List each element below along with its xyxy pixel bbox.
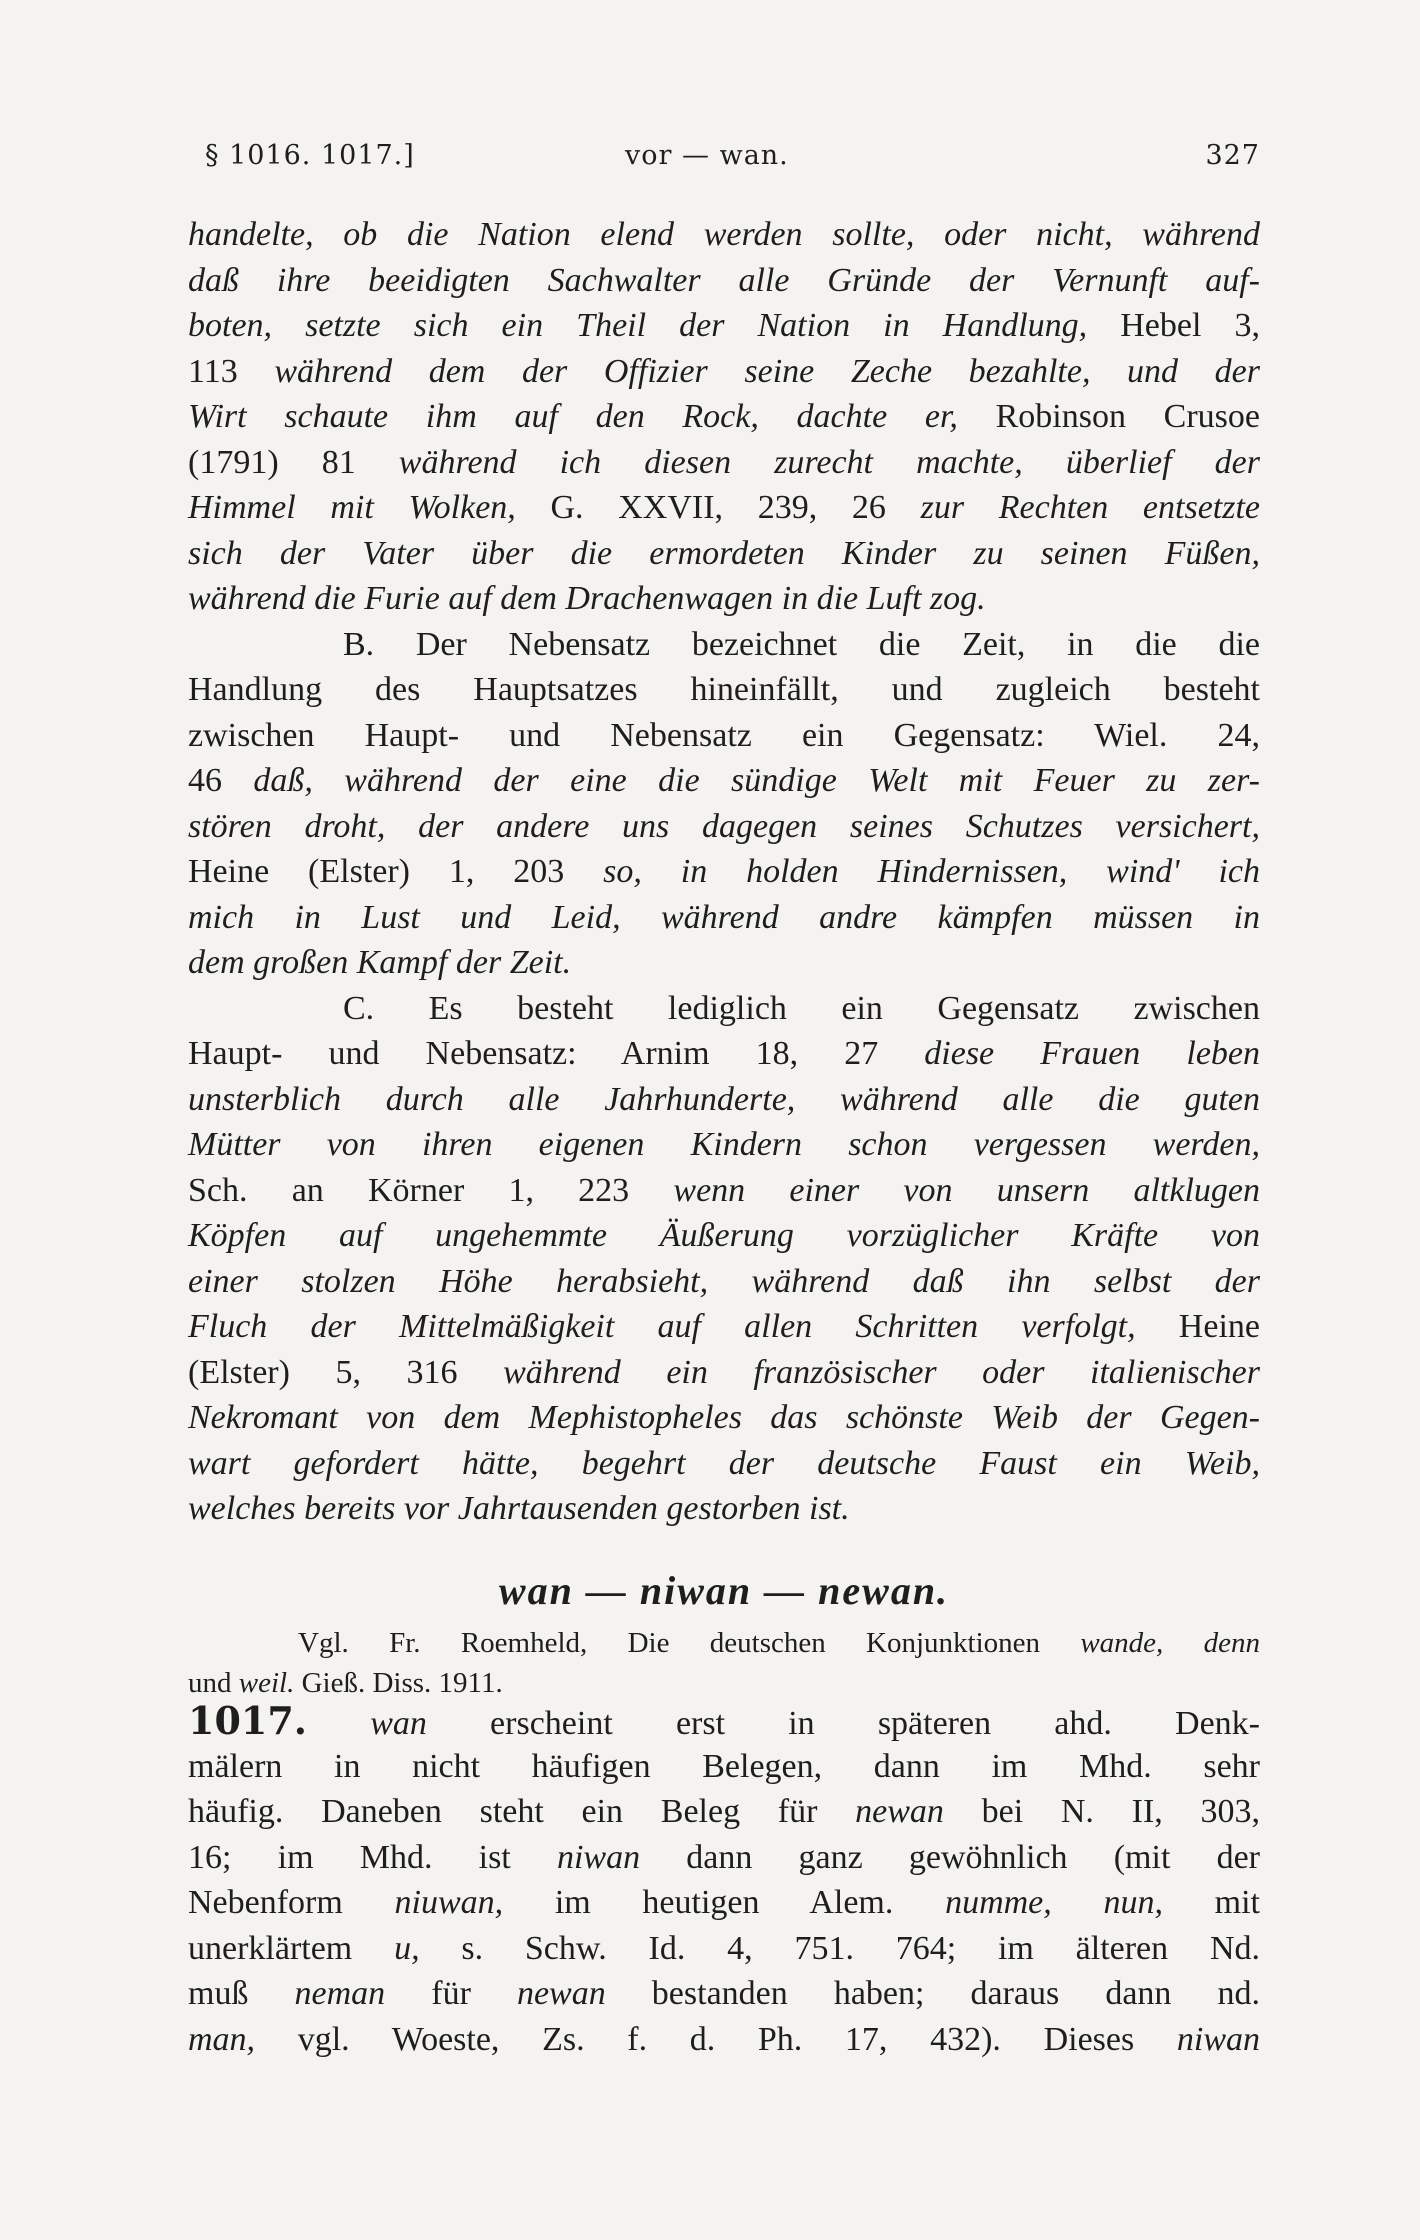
text-line bbox=[188, 713, 1260, 759]
body-text: muß bbox=[188, 1975, 295, 2012]
citation: Haupt- und Nebensatz: Arnim 18, 27 bbox=[188, 1035, 925, 1072]
citation: B. Der Nebensatz bezeichnet die Zeit, in die die bbox=[343, 625, 1260, 663]
body-text: bestanden haben; daraus dann nd. bbox=[605, 1975, 1260, 2012]
page-number: 327 bbox=[1205, 140, 1260, 171]
text-line bbox=[188, 394, 1260, 440]
body-text: für bbox=[385, 1975, 517, 2012]
body-text: 16; im Mhd. ist bbox=[188, 1838, 557, 1876]
body-text: bei N. II, 303, bbox=[943, 1793, 1260, 1830]
italic-quote: diese Frauen leben bbox=[924, 1035, 1260, 1072]
italic-quote: während ein französischer oder italienischer bbox=[503, 1353, 1261, 1391]
section-number: 1017. bbox=[188, 1698, 307, 1743]
running-header bbox=[205, 140, 1260, 184]
italic-term: neman bbox=[294, 1975, 386, 2012]
italic-quote: sich der Vater über die ermordeten Kinder zu seinen Füßen, bbox=[188, 534, 1260, 572]
text-line bbox=[188, 758, 1260, 804]
note-text: Vgl. Fr. Roemheld, Die deutschen Konjunktionen bbox=[298, 1627, 1081, 1659]
text-line bbox=[188, 1395, 1260, 1441]
italic-term: u, bbox=[394, 1929, 420, 1967]
text-line bbox=[188, 485, 1260, 531]
text-line bbox=[188, 1168, 1260, 1214]
italic-quote: während ich diesen zurecht machte, überlief der bbox=[398, 443, 1260, 481]
section-1017-text bbox=[188, 1698, 1260, 2062]
text-line bbox=[188, 849, 1260, 895]
text-line bbox=[188, 1835, 1260, 1881]
citation: G. XXVII, 239, 26 bbox=[515, 489, 921, 526]
body-text: Nebenform bbox=[188, 1884, 395, 1921]
italic-quote: boten, setzte sich ein Theil der Nation in Handlung, bbox=[188, 307, 1088, 344]
body-text: erscheint erst in späteren ahd. Denk- bbox=[426, 1705, 1261, 1742]
italic-term: newan bbox=[855, 1793, 944, 1830]
header-title: vor — wan. bbox=[625, 140, 789, 171]
body-text bbox=[307, 1705, 370, 1742]
text-line bbox=[188, 667, 1260, 713]
body-text: häufig. Daneben steht ein Beleg für bbox=[188, 1793, 856, 1830]
italic-term: niwan bbox=[1176, 2020, 1260, 2058]
italic-term: niwan bbox=[556, 1838, 641, 1876]
text-line bbox=[188, 440, 1260, 486]
italic-quote: welches bereits vor Jahrtausenden gestorben ist. bbox=[188, 1490, 850, 1527]
italic-quote: Nekromant von dem Mephistopheles das schönste Weib der Gegen- bbox=[188, 1399, 1260, 1436]
text-line bbox=[188, 1441, 1260, 1487]
text-line bbox=[188, 1304, 1260, 1350]
note-line bbox=[188, 1623, 1260, 1663]
text-line bbox=[188, 1744, 1260, 1790]
italic-term: niuwan, bbox=[394, 1884, 504, 1921]
body-text: dann ganz gewöhnlich (mit der bbox=[640, 1838, 1260, 1876]
section-heading: wan — niwan — newan. bbox=[498, 1568, 950, 1613]
citation: Heine bbox=[1135, 1308, 1260, 1345]
body-text: s. Schw. Id. 4, 751. 764; im älteren Nd. bbox=[419, 1929, 1260, 1967]
body-text: mälern in nicht häufigen Belegen, dann im Mhd. sehr bbox=[188, 1747, 1260, 1785]
italic-term: newan bbox=[516, 1975, 606, 2012]
text-line bbox=[188, 2017, 1260, 2063]
text-line bbox=[188, 940, 1260, 986]
italic-quote: Himmel mit Wolken, bbox=[188, 489, 516, 526]
citation: Robinson Crusoe bbox=[957, 398, 1260, 435]
note-text: Gieß. Diss. 1911. bbox=[294, 1667, 503, 1699]
text-line bbox=[188, 258, 1260, 304]
note-text: und bbox=[188, 1667, 239, 1699]
header-section-ref: § 1016. 1017.] bbox=[205, 140, 415, 171]
text-line bbox=[188, 349, 1260, 395]
citation: Hebel 3, bbox=[1087, 307, 1260, 344]
text-line bbox=[188, 212, 1260, 258]
italic-quote: Fluch der Mittelmäßigkeit auf allen Schritten verfolgt, bbox=[188, 1308, 1136, 1345]
italic-quote: unsterblich durch alle Jahrhunderte, während alle die guten bbox=[188, 1080, 1260, 1118]
text-line bbox=[188, 1789, 1260, 1835]
citation: Handlung des Hauptsatzes hineinfällt, und zugleich besteht bbox=[188, 671, 1260, 708]
text-line bbox=[188, 1926, 1260, 1972]
body-text: vgl. Woeste, Zs. f. d. Ph. 17, 432). Dieses bbox=[255, 2020, 1177, 2058]
text-line bbox=[188, 895, 1260, 941]
text-line bbox=[188, 1971, 1260, 2017]
italic-quote: während die Furie auf dem Drachenwagen in die Luft zog. bbox=[188, 580, 986, 617]
text-line bbox=[188, 576, 1260, 622]
section-1016-text bbox=[188, 212, 1260, 1532]
citation: C. Es besteht lediglich ein Gegensatz zwischen bbox=[343, 989, 1260, 1027]
citation: 113 bbox=[188, 352, 275, 390]
citation: (1791) 81 bbox=[188, 443, 399, 481]
text-line bbox=[188, 986, 1260, 1032]
italic-quote: Wirt schaute ihm auf den Rock, dachte er, bbox=[188, 398, 958, 435]
italic-quote: wart gefordert hätte, begehrt der deutsche Faust ein Weib, bbox=[188, 1444, 1260, 1482]
italic-term: man, bbox=[188, 2020, 256, 2058]
italic-quote: handelte, ob die Nation elend werden sollte, oder nicht, während bbox=[188, 216, 1260, 253]
italic-quote: stören droht, der andere uns dagegen seines Schutzes versichert, bbox=[188, 807, 1260, 845]
citation: (Elster) 5, 316 bbox=[188, 1353, 504, 1391]
citation: Sch. an Körner 1, 223 bbox=[188, 1171, 674, 1209]
text-line bbox=[188, 1350, 1260, 1396]
citation: 46 bbox=[188, 762, 254, 799]
italic-quote: Köpfen auf ungehemmte Äußerung vorzüglicher Kräfte von bbox=[188, 1217, 1260, 1254]
italic-quote: daß, während der eine die sündige Welt mit Feuer zu zer- bbox=[253, 762, 1261, 799]
body-text: im heutigen Alem. bbox=[503, 1884, 946, 1921]
italic-term: wan bbox=[370, 1705, 427, 1742]
text-line bbox=[188, 1031, 1260, 1077]
italic-quote: daß ihre beeidigten Sachwalter alle Gründe der Vernunft auf- bbox=[188, 261, 1260, 299]
note-italic: weil. bbox=[238, 1667, 295, 1699]
text-line bbox=[188, 531, 1260, 577]
italic-term: numme, nun, bbox=[945, 1884, 1163, 1921]
citation: Heine (Elster) 1, 203 bbox=[188, 853, 604, 890]
italic-quote: dem großen Kampf der Zeit. bbox=[188, 944, 572, 981]
text-line bbox=[188, 1077, 1260, 1123]
italic-quote: während dem der Offizier seine Zeche bezahlte, und der bbox=[274, 352, 1260, 390]
text-line bbox=[188, 804, 1260, 850]
note-italic: wande, denn bbox=[1080, 1627, 1260, 1659]
text-line bbox=[188, 1486, 1260, 1532]
citation: zwischen Haupt- und Nebensatz ein Gegensatz: Wiel. 24, bbox=[188, 716, 1260, 754]
italic-quote: Mütter von ihren eigenen Kindern schon vergessen werden, bbox=[188, 1126, 1260, 1163]
text-line bbox=[188, 622, 1260, 668]
text-line bbox=[188, 1698, 1260, 1744]
body-text: unerklärtem bbox=[188, 1929, 395, 1967]
italic-quote: zur Rechten entsetzte bbox=[920, 489, 1260, 526]
body-text: mit bbox=[1162, 1884, 1261, 1921]
text-line bbox=[188, 303, 1260, 349]
text-line bbox=[188, 1122, 1260, 1168]
note-line bbox=[188, 1663, 1260, 1703]
italic-quote: so, in holden Hindernissen, wind' ich bbox=[603, 853, 1260, 890]
text-line bbox=[188, 1213, 1260, 1259]
italic-quote: einer stolzen Höhe herabsieht, während daß ihn selbst der bbox=[188, 1262, 1260, 1300]
text-line bbox=[188, 1259, 1260, 1305]
italic-quote: mich in Lust und Leid, während andre kämpfen müssen in bbox=[188, 898, 1260, 936]
text-line bbox=[188, 1880, 1260, 1926]
bibliography-note bbox=[188, 1623, 1260, 1703]
italic-quote: wenn einer von unsern altklugen bbox=[673, 1171, 1260, 1209]
